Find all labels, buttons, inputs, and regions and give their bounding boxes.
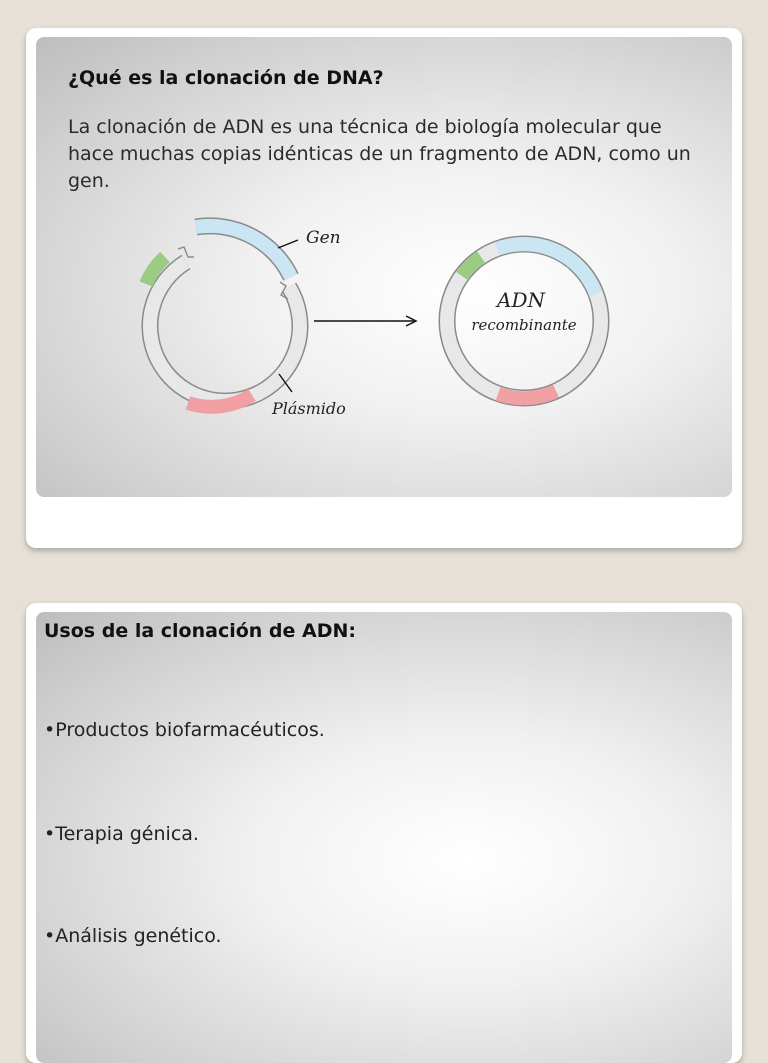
recombinant-label-line1: ADN (497, 288, 545, 312)
bullet-item: •Análisis genético. (44, 925, 222, 947)
recombinant-gene-segment (497, 244, 596, 294)
bullet-item: •Productos biofarmacéuticos. (44, 719, 325, 741)
recombinant-label-line2: recombinante (471, 316, 577, 334)
slide-what-is-dna-cloning (26, 28, 742, 548)
bullet-item: •Terapia génica. (44, 823, 199, 845)
gene-pointer-line (278, 240, 298, 248)
slide-content-area (36, 37, 732, 497)
slide-dna-cloning-uses (26, 603, 742, 1063)
slide-body-text: La clonación de ADN es una técnica de biología molecular que hace muchas copias idénticas de un fragmento de ADN, como un gen. (68, 116, 691, 192)
slide-title: ¿Qué es la clonación de DNA? (68, 67, 384, 89)
slide-title: Usos de la clonación de ADN: (44, 620, 356, 642)
slide-content-area (36, 612, 732, 1063)
gene-label: Gen (306, 228, 341, 248)
dna-cloning-diagram (36, 37, 732, 497)
plasmid-label: Plásmido (272, 399, 346, 418)
recombinant-red-marker (498, 391, 556, 398)
